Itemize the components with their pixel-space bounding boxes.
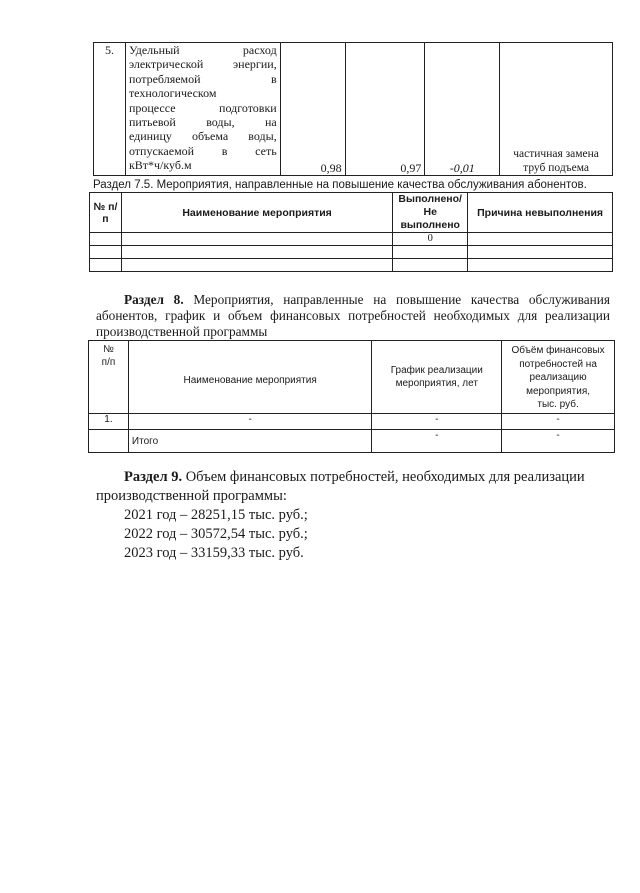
year-line: 2021 год – 28251,15 тыс. руб.; [124,507,308,523]
description-line: Удельный расход [128,43,277,57]
section8-table [88,340,615,453]
row-finance: - [502,414,615,430]
year-line: 2022 год – 30572,54 тыс. руб.; [124,526,308,542]
section9-line-2: производственной программы: [96,488,287,504]
description-line: потребляемой в [128,71,277,86]
section9-text: Объем финансовых потребностей, необходимых для реализации [185,469,585,485]
header-finance-line: Объём финансовых [511,345,605,356]
header-num-line: п/п [101,357,116,368]
row-name: Итого [128,430,371,453]
section7-5-title: Раздел 7.5. Мероприятия, направленные на повышение качества обслуживания абонентов. [93,179,587,191]
fact-value-text: 0,97 [400,160,422,175]
header-finance-line: тыс. руб. [537,399,579,411]
plan-value [280,43,345,176]
header-name: Наименование мероприятия [128,341,371,414]
section8-bold: Раздел 8. [124,292,184,307]
row-number: 5. [94,43,126,176]
description-line: электрической энергии, [128,57,277,72]
header-schedule-line: График реализации [390,365,483,376]
row-finance: - [502,430,615,453]
header-schedule-line: мероприятия, лет [395,378,478,389]
section8-heading [96,292,610,340]
row-schedule: - [372,414,502,430]
header-schedule [372,341,502,414]
header-finance-line: мероприятия, [526,385,591,397]
table-header-row [89,341,615,414]
description-line: процессе подготовки [128,100,277,115]
header-done-line: Выполнено/ [398,193,462,205]
reason-line: частичная замена [513,148,599,160]
description-line: технологическом [128,86,217,101]
header-num [89,341,129,414]
section9-bold: Раздел 9. [124,469,183,485]
section8-line-3: производственной программы [96,324,268,339]
table-row [90,246,613,259]
header-name: Наименование мероприятия [121,193,392,233]
header-finance [502,341,615,414]
row-number [89,430,129,453]
deviation-text: -0,01 [449,160,475,175]
plan-value-text: 0,98 [320,160,342,175]
header-reason: Причина невыполнения [468,193,613,233]
unit-label: кВт*ч/куб.м [128,158,192,173]
header-done-line: выполнено [400,219,460,231]
description-line: единицу объема воды, [128,129,277,144]
section8-text: Мероприятия, направленные на повышение качества обслуживания [193,292,610,307]
indicator-description [125,43,280,176]
fact-value [345,43,425,176]
section9-block [96,468,596,563]
year-line: 2023 год – 33159,33 тыс. руб. [124,545,304,561]
header-finance-line: реализацию [529,372,587,384]
row-name: - [128,414,371,430]
section7-table [93,42,613,176]
header-finance-line: потребностей на [519,358,597,370]
row-schedule: - [372,430,502,453]
section9-line-1 [96,468,596,487]
description-line: питьевой воды, на [128,115,277,130]
deviation-value [425,43,500,176]
row-number: 1. [89,414,129,430]
section8-line-1 [96,292,610,308]
table-row [90,233,613,246]
table-header-row [90,193,613,233]
done-value: 0 [393,233,468,246]
reason-line: труб подъема [523,162,590,174]
section8-line-2: абонентов, график и объем финансовых потребностей необходимых для реализации [96,308,610,323]
section7-5-table [89,192,613,272]
header-done-line: Не [423,206,437,218]
description-line: отпускаемой в сеть [128,143,277,158]
header-num: № п/п [90,193,122,233]
table-row [94,43,613,176]
reason-cell [500,43,613,176]
header-num-line: № [103,344,114,355]
table-row [89,430,615,453]
table-row [89,414,615,430]
header-done [393,193,468,233]
table-row [90,259,613,272]
